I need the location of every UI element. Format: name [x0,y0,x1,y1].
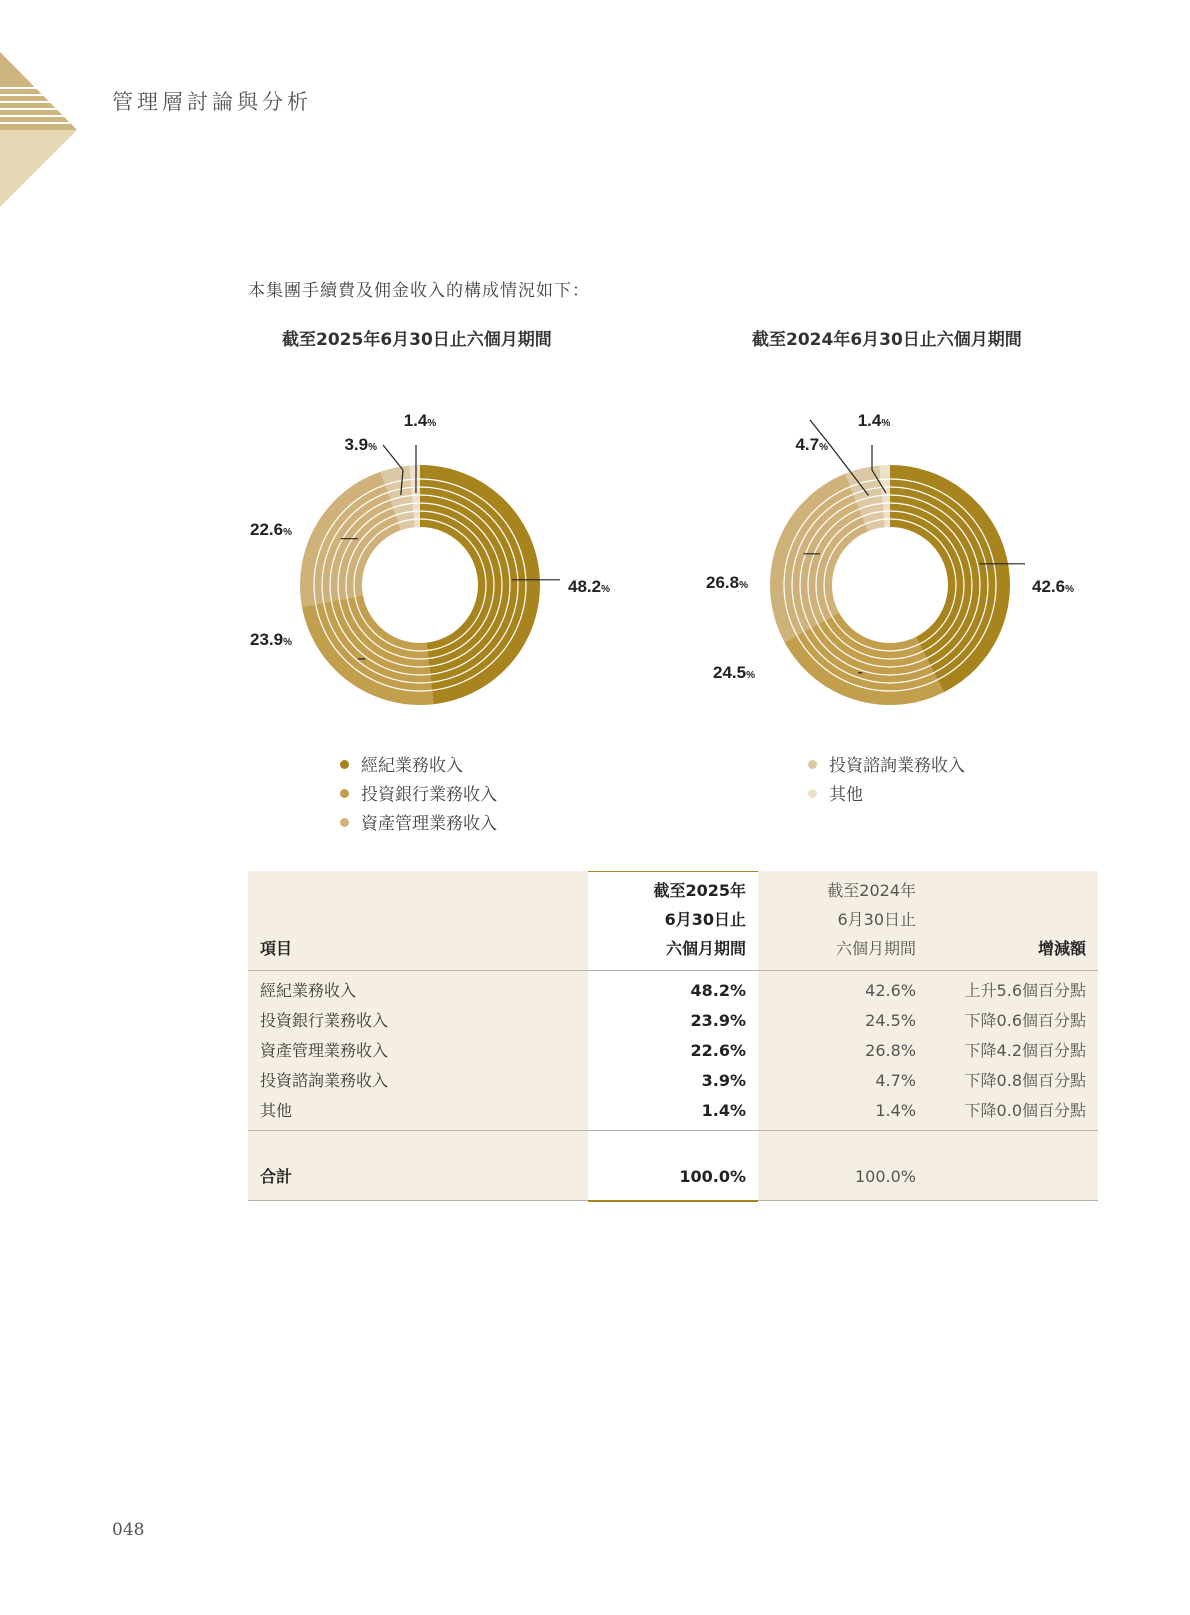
legend-item-investment-banking [340,781,497,810]
revenue-composition-table [248,871,1098,1201]
row-value-2024: 26.8% [865,1041,916,1060]
header-divider [248,970,1098,971]
data-label: 24.5% [713,663,755,682]
data-label: 3.9% [344,435,377,454]
data-label: 42.6% [1032,577,1074,596]
row-change: 下降4.2個百分點 [964,1041,1086,1060]
legend-item-others [808,781,965,810]
data-label-unit: % [881,418,891,429]
legend-swatch [340,789,349,798]
legend-column-2 [808,752,965,810]
row-item: 經紀業務收入 [260,981,357,1000]
legend-label: 經紀業務收入 [361,756,463,776]
header-2025-line1: 截至2025年 [653,881,746,900]
header-change: 增減額 [1037,939,1086,958]
legend-item-brokerage [340,752,497,781]
data-label: 1.4% [857,411,891,430]
donut-slice [770,474,868,642]
row-value-2025: 48.2% [690,981,746,1000]
row-change: 下降0.0個百分點 [964,1101,1086,1120]
legend-swatch [808,789,817,798]
row-change: 下降0.8個百分點 [964,1071,1086,1090]
legend-column-1 [340,752,497,839]
donut-slice [420,465,540,704]
data-label-unit: % [739,580,748,591]
data-label: 1.4% [403,411,437,430]
data-label: 4.7% [795,435,828,454]
row-change: 下降0.6個百分點 [964,1011,1086,1030]
data-label-unit: % [283,637,292,648]
corner-decoration [0,0,80,210]
table-bottom-rule-right [758,1200,1098,1201]
data-label: 23.9% [250,630,292,649]
row-item: 投資諮詢業務收入 [260,1071,389,1090]
data-label-unit: % [368,442,377,453]
total-divider [248,1130,1098,1131]
legend-swatch [340,818,349,827]
data-label-unit: % [746,670,755,681]
header-2024-line2: 6月30日止 [837,910,916,929]
legend-swatch [340,760,349,769]
data-label-unit: % [283,527,292,538]
legend-label: 資產管理業務收入 [361,814,497,834]
legend-swatch [808,760,817,769]
data-label: 48.2% [568,577,610,596]
legend-item-investment-advisory [808,752,965,781]
legend-label: 投資銀行業務收入 [361,785,497,805]
row-item: 其他 [260,1101,293,1120]
total-value-2025: 100.0% [679,1167,746,1186]
legend-label: 其他 [829,785,863,805]
row-value-2024: 1.4% [875,1101,916,1120]
header-item: 項目 [260,939,293,958]
chart-title-2024: 截至2024年6月30日止六個月期間 [752,330,1022,350]
row-item: 投資銀行業務收入 [260,1011,389,1030]
legend-label: 投資諮詢業務收入 [829,756,965,776]
row-value-2025: 22.6% [690,1041,746,1060]
row-value-2024: 42.6% [865,981,916,1000]
legend-item-asset-management [340,810,497,839]
row-value-2024: 4.7% [875,1071,916,1090]
row-change: 上升5.6個百分點 [964,981,1086,1000]
table-bottom-rule-left [248,1200,588,1201]
data-label-unit: % [601,584,610,595]
data-label-unit: % [427,418,437,429]
header-2025-line3: 六個月期間 [665,939,746,958]
data-label-unit: % [819,442,828,453]
header-2024-line1: 截至2024年 [827,881,916,900]
row-value-2025: 3.9% [701,1071,746,1090]
row-value-2024: 24.5% [865,1011,916,1030]
current-column-bottom-rule [588,1200,758,1202]
header-2024-line3: 六個月期間 [835,939,916,958]
chart-title-2025: 截至2025年6月30日止六個月期間 [282,330,552,350]
row-value-2025: 1.4% [701,1101,746,1120]
total-item: 合計 [260,1167,293,1186]
row-item: 資產管理業務收入 [260,1041,389,1060]
data-label-unit: % [1065,584,1074,595]
row-value-2025: 23.9% [690,1011,746,1030]
header-2025-line2: 6月30日止 [664,910,746,929]
total-value-2024: 100.0% [854,1167,916,1186]
data-label: 26.8% [706,573,748,592]
donut-chart-2025 [230,400,630,720]
page-number: 048 [112,1520,145,1540]
data-label: 22.6% [250,520,292,539]
section-title: 管理層討論與分析 [112,90,312,114]
intro-text: 本集團手續費及佣金收入的構成情況如下： [248,281,590,301]
donut-chart-2024 [700,400,1100,720]
current-column-top-rule [588,871,758,872]
